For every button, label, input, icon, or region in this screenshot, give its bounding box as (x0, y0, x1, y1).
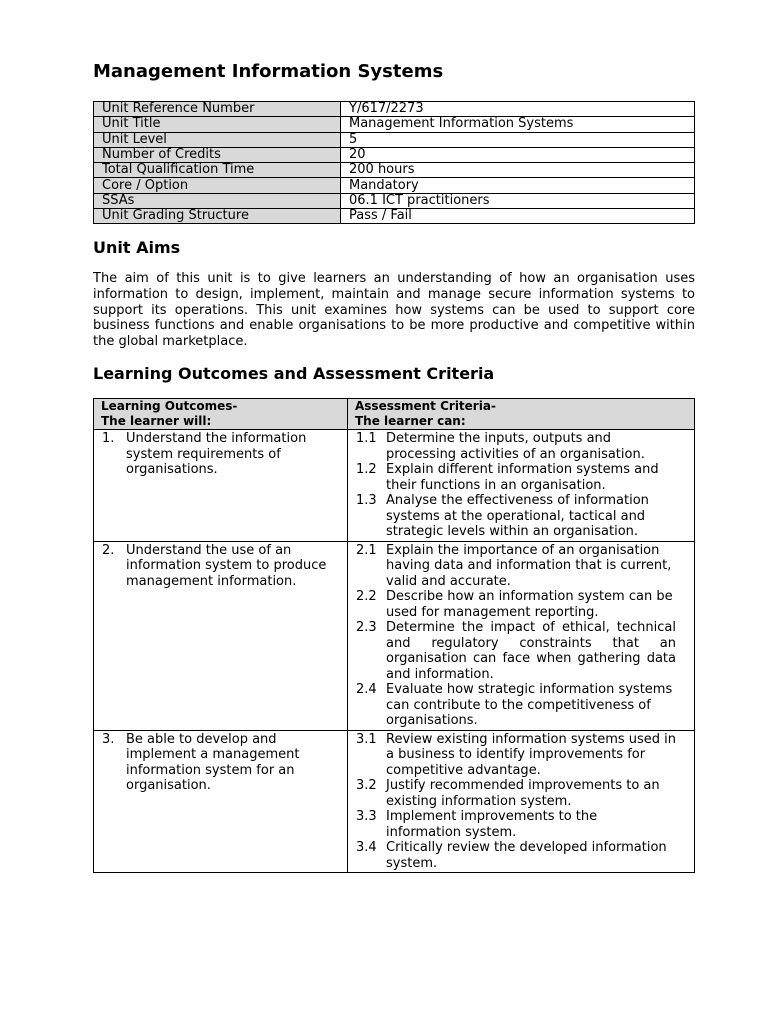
list-item (356, 462, 693, 493)
list-item (356, 732, 693, 779)
unit-aims-text: The aim of this unit is to give learners an understanding of how an organisation uses information to design, implement, maintain and manage secure information systems to support its operations. This unit examines how systems can be used to support core business functions and enable organisations to be more productive and competitive within the global marketplace. (93, 271, 695, 349)
criterion-text: Describe how an information system can be used for management reporting. (386, 589, 673, 620)
criterion-number: 2.1 (356, 542, 377, 558)
outcome-number: 2. (102, 542, 115, 558)
criterion-number: 2.3 (356, 620, 377, 636)
criterion-text: Explain different information systems and their functions in an organisation. (386, 462, 659, 493)
criterion-number: 3.4 (356, 840, 377, 856)
criterion-number: 3.2 (356, 778, 377, 794)
outcome-text: Be able to develop and implement a management information system for an organisation. (126, 731, 300, 794)
criteria-cell (348, 541, 695, 730)
criterion-text: Justify recommended improvements to an existing information system. (386, 778, 660, 809)
col-header-outcomes (94, 399, 348, 430)
table-row (94, 541, 695, 730)
table-row (94, 209, 695, 224)
col-header-criteria (348, 399, 695, 430)
criterion-text: Determine the impact of ethical, technical and regulatory constraints that an organisation can face when gathering data and information. (386, 620, 676, 682)
list-item (356, 682, 693, 729)
unit-info-table (93, 101, 695, 224)
info-value: Y/617/2273 (341, 102, 695, 117)
table-row (94, 132, 695, 147)
criteria-cell (348, 730, 695, 873)
page-title: Management Information Systems (93, 61, 444, 82)
list-item (356, 431, 693, 462)
info-label: Unit Title (94, 117, 341, 132)
learning-outcomes-heading: Learning Outcomes and Assessment Criteria (93, 364, 495, 384)
info-label: Number of Credits (94, 147, 341, 162)
criterion-number: 1.1 (356, 431, 377, 447)
outcome-number: 3. (102, 731, 115, 747)
criterion-number: 1.2 (356, 462, 377, 478)
table-row (94, 730, 695, 873)
learning-outcomes-table (93, 398, 695, 873)
info-label: SSAs (94, 193, 341, 208)
outcome-cell (94, 730, 348, 873)
info-label: Unit Level (94, 132, 341, 147)
outcome-cell (94, 541, 348, 730)
criterion-number: 2.2 (356, 589, 377, 605)
table-row (94, 102, 695, 117)
criteria-cell (348, 430, 695, 542)
criterion-text: Implement improvements to the information system. (386, 809, 598, 840)
table-row (94, 163, 695, 178)
info-value: Mandatory (341, 178, 695, 193)
list-item (356, 493, 693, 540)
criterion-text: Explain the importance of an organisation having data and information that is current, valid and accurate. (386, 542, 672, 589)
info-value: 06.1 ICT practitioners (341, 193, 695, 208)
outcome-cell (94, 430, 348, 542)
criterion-text: Critically review the developed information system. (386, 840, 667, 871)
criterion-number: 1.3 (356, 493, 377, 509)
criterion-text: Determine the inputs, outputs and processing activities of an organisation. (386, 431, 645, 462)
info-value: 200 hours (341, 163, 695, 178)
outcome-number: 1. (102, 431, 115, 447)
criterion-text: Review existing information systems used in a business to identify improvements for competitive advantage. (386, 731, 677, 778)
table-row (94, 430, 695, 542)
list-item (356, 589, 693, 620)
criterion-number: 2.4 (356, 682, 377, 698)
document-page (93, 58, 695, 873)
col-header-criteria-line2: The learner can: (355, 414, 466, 429)
col-header-outcomes-line1: Learning Outcomes- (101, 399, 238, 414)
info-label: Total Qualification Time (94, 163, 341, 178)
col-header-outcomes-line2: The learner will: (101, 414, 212, 429)
list-item (356, 778, 693, 809)
criterion-number: 3.1 (356, 731, 377, 747)
list-item (356, 620, 693, 682)
table-row (94, 117, 695, 132)
info-label: Unit Grading Structure (94, 209, 341, 224)
outcome-text: Understand the information system requirements of organisations. (126, 431, 307, 478)
table-row (94, 147, 695, 162)
info-label: Core / Option (94, 178, 341, 193)
list-item (356, 840, 693, 871)
unit-aims-heading: Unit Aims (93, 238, 181, 258)
list-item (356, 809, 693, 840)
list-item (356, 543, 693, 590)
col-header-criteria-line1: Assessment Criteria- (355, 399, 496, 414)
table-header-row (94, 399, 695, 430)
criterion-text: Evaluate how strategic information systems can contribute to the competitiveness of organisations. (386, 682, 673, 729)
info-value: Pass / Fail (341, 209, 695, 224)
table-row (94, 193, 695, 208)
table-row (94, 178, 695, 193)
criterion-number: 3.3 (356, 809, 377, 825)
info-value: 5 (341, 132, 695, 147)
outcome-text: Understand the use of an information system to produce management information. (126, 542, 327, 589)
info-label: Unit Reference Number (94, 102, 341, 117)
info-value: 20 (341, 147, 695, 162)
criterion-text: Analyse the effectiveness of information systems at the operational, tactical and strategic levels within an organisation. (386, 493, 649, 540)
info-value: Management Information Systems (341, 117, 695, 132)
